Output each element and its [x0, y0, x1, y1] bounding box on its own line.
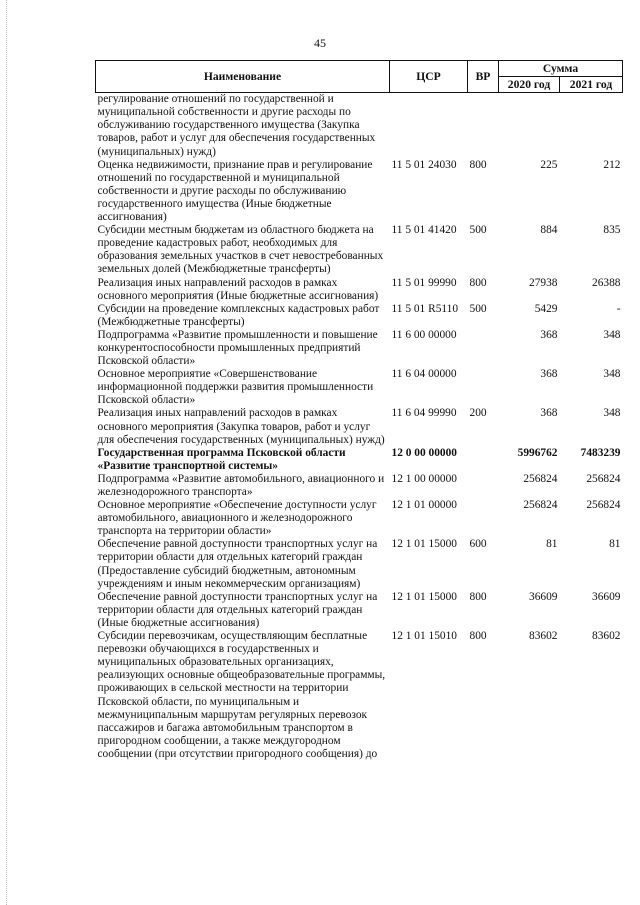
row-vr — [468, 473, 499, 499]
row-name: Основное мероприятие «Совершенствование информационной поддержки развития промышленности Псковской области» — [97, 368, 374, 407]
row-vr: 200 — [469, 407, 487, 420]
row-vr: 800 — [469, 158, 487, 171]
row-name: Субсидии перевозчикам, осуществляющим бесплатные перевозки обучающихся в государственных и муниципальных образовательных организациях, реализующих основные общеобразовательные программы, проживающих в сельской местности на территории Псковской области, по муниципальным и межмуниципальным маршрутам регулярных перевозок пассажиров и багажа автомобильным транспортом в пригородном сообщении, а также междугородном сообщении (при отсутствии пригородного сообщения) до — [97, 630, 386, 760]
header-vr: ВР — [468, 61, 499, 93]
row-csr: 12 1 01 15000 — [391, 538, 457, 551]
header-year-2020: 2020 год — [499, 77, 560, 93]
row-sum-2021: 348 — [603, 407, 621, 420]
row-sum-2020: 36609 — [529, 590, 558, 603]
row-vr: 500 — [469, 302, 487, 315]
row-sum-2021: 7483239 — [580, 446, 621, 459]
row-sum-2020: 368 — [540, 368, 558, 381]
row-name: Реализация иных направлений расходов в рамках основного мероприятия (Закупка товаров, работ и услуг для обеспечения государственных (муниципальных) нужд) — [97, 407, 385, 446]
row-sum-2020: 83602 — [529, 630, 558, 643]
row-vr: 800 — [469, 276, 487, 289]
row-vr — [468, 447, 499, 473]
table-row — [96, 368, 623, 407]
header-name: Наименование — [96, 61, 390, 93]
table-row — [96, 473, 623, 499]
table-row — [96, 447, 623, 473]
row-csr: 11 5 01 41420 — [391, 224, 457, 237]
header-sum: Сумма — [499, 61, 623, 77]
row-sum-2021: 256824 — [586, 499, 621, 512]
row-csr: 12 1 00 00000 — [391, 472, 457, 485]
row-sum-2021: - — [616, 302, 621, 315]
table-row — [96, 630, 623, 761]
row-name: Обеспечение равной доступности транспортных услуг на территории области для отдельных категорий граждан (Предоставление субсидий бюджетным, автономным учреждениям и иным некоммерческим организациям) — [97, 538, 378, 590]
row-csr: 12 1 01 15010 — [391, 630, 457, 643]
row-name: Основное мероприятие «Обеспечение доступности услуг автомобильного, авиационного и железнодорожного транспорта на территории области» — [97, 499, 377, 538]
row-vr — [468, 368, 499, 407]
row-sum-2020: 368 — [540, 328, 558, 341]
row-csr: 11 6 04 99990 — [391, 407, 457, 420]
row-csr: 11 5 01 99990 — [391, 276, 457, 289]
row-vr: 800 — [469, 630, 487, 643]
row-name: Субсидии на проведение комплексных кадастровых работ (Межбюджетные трансферты) — [97, 302, 380, 328]
row-sum-2020: 81 — [546, 538, 558, 551]
row-sum-2021: 26388 — [592, 276, 621, 289]
row-csr: 11 5 01 24030 — [391, 158, 457, 171]
table-row — [96, 159, 623, 224]
row-sum-2021: 81 — [609, 538, 621, 551]
row-csr: 12 1 01 15000 — [391, 590, 457, 603]
row-vr: 600 — [469, 538, 487, 551]
row-csr: 11 6 00 00000 — [391, 328, 457, 341]
row-vr — [468, 93, 499, 159]
row-name: Оценка недвижимости, признание прав и регулирование отношений по государственной и муниципальной собственности и другие расходы по обслуживанию государственного имущества (Иные бюджетные ассигнования) — [97, 158, 373, 224]
table-row — [96, 93, 623, 159]
row-csr: 11 6 04 00000 — [391, 368, 457, 381]
row-sum-2020: 884 — [540, 224, 558, 237]
row-name: Подпрограмма «Развитие промышленности и повышение конкурентоспособности промышленных предприятий Псковской области» — [97, 328, 378, 368]
row-sum-2021: 256824 — [586, 472, 621, 485]
row-csr — [390, 93, 468, 159]
row-vr — [468, 499, 499, 538]
row-vr: 800 — [469, 590, 487, 603]
table-row — [96, 538, 623, 590]
row-name: Обеспечение равной доступности транспортных услуг на территории области для отдельных категорий граждан (Иные бюджетные ассигнования) — [97, 590, 378, 629]
row-sum-2020: 225 — [540, 158, 558, 171]
table-row — [96, 224, 623, 276]
budget-table — [95, 60, 623, 761]
row-csr: 12 1 01 00000 — [391, 499, 457, 512]
row-sum-2021: 348 — [603, 328, 621, 341]
row-csr: 11 5 01 R5110 — [391, 302, 459, 315]
row-sum-2021: 835 — [603, 224, 621, 237]
row-sum-2020: 256824 — [523, 499, 558, 512]
row-sum-2020: 5996762 — [517, 446, 558, 459]
row-sum-2020: 256824 — [523, 472, 558, 485]
table-row — [96, 499, 623, 538]
row-sum-2021: 212 — [603, 158, 621, 171]
row-sum-2020: 27938 — [529, 276, 558, 289]
row-name: Государственная программа Псковской области «Развитие транспортной системы» — [97, 446, 346, 472]
row-name: Реализация иных направлений расходов в рамках основного мероприятия (Иные бюджетные ассигнования) — [97, 276, 379, 302]
header-year-2021: 2021 год — [560, 77, 623, 93]
row-name: регулирование отношений по государственной и муниципальной собственности и другие расходы по обслуживанию государственного имущества (Закупка товаров, работ и услуг для обеспечения государственных (муниципальных) нужд) — [97, 93, 376, 158]
table-row — [96, 591, 623, 630]
table-row — [96, 407, 623, 446]
page-edge — [6, 0, 8, 905]
row-sum-2021: 83602 — [592, 630, 621, 643]
row-vr: 500 — [469, 224, 487, 237]
row-sum-2020 — [499, 93, 560, 159]
header-csr: ЦСР — [390, 61, 468, 93]
row-name: Субсидии местным бюджетам из областного бюджета на проведение кадастровых работ, необходимых для образования земельных участков в счет невостребованных земельных долей (Межбюджетные трансферты) — [97, 224, 384, 276]
row-sum-2021: 36609 — [592, 590, 621, 603]
row-sum-2020: 5429 — [534, 302, 558, 315]
table-row — [96, 277, 623, 303]
page-number: 45 — [314, 36, 326, 50]
row-sum-2021: 348 — [603, 368, 621, 381]
table-body — [96, 93, 623, 761]
row-csr: 12 0 00 00000 — [391, 446, 457, 459]
table-row — [96, 303, 623, 329]
row-vr — [468, 329, 499, 368]
row-sum-2021 — [560, 93, 623, 159]
row-name: Подпрограмма «Развитие автомобильного, авиационного и железнодорожного транспорта» — [97, 472, 385, 498]
row-sum-2020: 368 — [540, 407, 558, 420]
table-row — [96, 329, 623, 368]
